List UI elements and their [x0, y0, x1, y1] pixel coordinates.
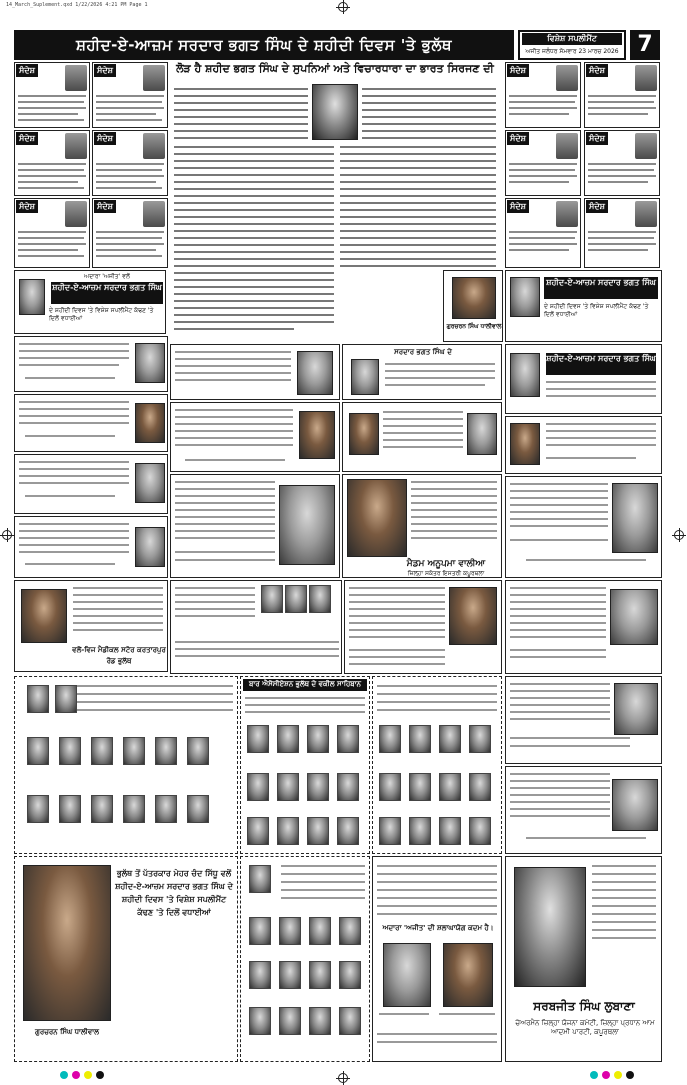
- photo: [635, 65, 657, 91]
- message-box: [584, 130, 660, 196]
- photo: [409, 725, 431, 753]
- ad-box: [14, 676, 238, 854]
- ad-caption: ਗੁਰਚਰਨ ਸਿੰਘ ਧਾਲੀਵਾਲ: [446, 323, 502, 330]
- photo: [556, 133, 578, 159]
- ad-box: [14, 394, 168, 452]
- ad-box: [170, 344, 340, 400]
- message-box: [14, 198, 90, 268]
- photo: [135, 403, 165, 443]
- message-label: ਸੰਦੇਸ਼: [94, 200, 116, 213]
- registration-mark-icon: [2, 530, 12, 540]
- supplement-title: ਵਿਸ਼ੇਸ਼ ਸਪਲੀਮੈਂਟ: [522, 33, 622, 45]
- photo: [635, 133, 657, 159]
- photo: [469, 773, 491, 801]
- ad-caption: ਗੁਰਚਰਨ ਸਿੰਘ ਧਾਲੀਵਾਲ: [34, 1028, 99, 1036]
- photo: [409, 773, 431, 801]
- ad-box: [505, 766, 662, 854]
- photo: [187, 737, 209, 765]
- photo: [285, 585, 307, 613]
- photo: [339, 917, 361, 945]
- ad-box: [14, 270, 166, 334]
- photo: [143, 133, 165, 159]
- cmyk-dot: [602, 1071, 610, 1079]
- photo: [337, 773, 359, 801]
- ad-box: [505, 416, 662, 474]
- person-name: ਮੈਡਮ ਅਨੂਪਮਾ ਵਾਲੀਆ: [406, 559, 486, 569]
- shop-name: ਵਲੋਂ-ਵਿਜ ਮੈਡੀਕਲ ਸਟੋਰ ਕਰਤਾਰਪੁਰ ਰੋਡ ਭੁਲੱਥ: [72, 646, 166, 665]
- photo: [467, 413, 497, 455]
- photo: [249, 865, 271, 893]
- ad-box: [170, 402, 340, 472]
- cmyk-dot: [84, 1071, 92, 1079]
- photo: [19, 279, 45, 315]
- message-label: ਸੰਦੇਸ਼: [16, 132, 38, 145]
- photo: [383, 943, 431, 1007]
- photo: [55, 685, 77, 713]
- photo: [249, 961, 271, 989]
- photo: [247, 817, 269, 845]
- page-number: 7: [630, 30, 660, 60]
- ad-box: [505, 476, 662, 578]
- photo: [143, 201, 165, 227]
- photo: [143, 65, 165, 91]
- photo: [443, 943, 493, 1007]
- photo: [379, 773, 401, 801]
- message-box: [92, 198, 168, 268]
- photo: [556, 65, 578, 91]
- ad-box: [505, 676, 662, 764]
- ad-box: [14, 856, 238, 1062]
- message-label: ਸੰਦੇਸ਼: [16, 200, 38, 213]
- photo: [27, 685, 49, 713]
- photo: [307, 773, 329, 801]
- ad-box: [443, 270, 503, 342]
- cmyk-dot: [590, 1071, 598, 1079]
- ad-box: [372, 676, 502, 854]
- photo: [27, 795, 49, 823]
- photo: [379, 725, 401, 753]
- ad-box: [342, 474, 502, 578]
- photo: [337, 817, 359, 845]
- bar-association-heading: ਬਾਰ ਐਸੋਸੀਏਸ਼ਨ ਭੁਲੱਥ ਦੇ ਵਕੀਲ ਸਾਹਿਬਾਨ: [243, 679, 367, 691]
- person-name: ਸਰਬਜੀਤ ਸਿੰਘ ਲੁਬਾਣਾ: [533, 999, 635, 1013]
- supplement-date: ਅਜੀਤ ਜਲੰਧਰ ਸੋਮਵਾਰ 23 ਮਾਰਚ 2026: [525, 48, 619, 55]
- photo: [123, 737, 145, 765]
- ad-box: [240, 856, 370, 1062]
- photo: [279, 961, 301, 989]
- ad-box: [170, 474, 340, 578]
- photo: [409, 817, 431, 845]
- photo: [279, 485, 335, 565]
- photo: [59, 737, 81, 765]
- ad-heading: ਸ਼ਹੀਦ-ਏ-ਆਜ਼ਮ ਸਰਦਾਰ ਭਗਤ ਸਿੰਘ: [51, 282, 163, 304]
- article-headline: ਲੋੜ ਹੈ ਸ਼ਹੀਦ ਭਗਤ ਸਿੰਘ ਦੇ ਸੁਪਨਿਆਂ ਅਤੇ ਵਿਚਾਰਧਾਰਾ ਦਾ ਭਾਰਤ ਸਿਰਜਣ ਦੀ: [176, 62, 494, 75]
- ad-box: [505, 580, 662, 674]
- registration-mark-icon: [338, 1073, 348, 1083]
- message-label: ਸੰਦੇਸ਼: [586, 132, 608, 145]
- photo: [556, 201, 578, 227]
- photo: [135, 343, 165, 383]
- message-label: ਸੰਦੇਸ਼: [507, 64, 529, 77]
- photo: [339, 961, 361, 989]
- photo: [247, 725, 269, 753]
- registration-mark-icon: [674, 530, 684, 540]
- person-title: ਚੇਅਰਮੈਨ ਜ਼ਿਲ੍ਹਾ ਯੋਜਨਾ ਕਮੇਟੀ, ਜ਼ਿਲ੍ਹਾ ਪ੍ਰਧਾਨ ਆਮ ਆਦਮੀ ਪਾਰਟੀ, ਕਪੂਰਥਲਾ: [515, 1019, 655, 1036]
- photo: [612, 483, 658, 553]
- ad-box: [344, 580, 502, 674]
- bhagat-singh-portrait: [312, 84, 358, 140]
- ad-box: [505, 270, 662, 342]
- photo: [309, 1007, 331, 1035]
- photo: [339, 1007, 361, 1035]
- photo: [91, 795, 113, 823]
- photo: [277, 817, 299, 845]
- ad-text: ਭੁਲੱਥ ਤੋਂ ਪੱਤਰਕਾਰ ਮੇਹਰ ਚੰਦ ਸਿੱਧੂ ਵਲੋਂ ਸ਼ਹੀਦ-ਏ-ਆਜ਼ਮ ਸਰਦਾਰ ਭਗਤ ਸਿੰਘ ਦੇ ਸ਼ਹੀਦੀ ਦਿਵਸ 'ਤੇ ਵਿਸ਼ੇਸ਼ ਸਪਲੀਮੈਂਟ ਕੱਢਣ 'ਤੇ ਦਿਲੋਂ ਵਧਾਈਆਂ: [115, 869, 233, 917]
- cmyk-dot: [96, 1071, 104, 1079]
- message-box: [14, 130, 90, 196]
- message-box: [14, 62, 90, 128]
- photo: [249, 917, 271, 945]
- photo: [510, 353, 540, 397]
- photo: [439, 725, 461, 753]
- anupama-walia-photo: [347, 479, 407, 557]
- ad-box: [505, 344, 662, 414]
- ad-prefix: ਅਦਾਰਾ 'ਅਜੀਤ' ਵਲੋਂ: [84, 273, 130, 280]
- ad-box: [14, 580, 168, 672]
- photo: [65, 133, 87, 159]
- message-box: [505, 62, 581, 128]
- cmyk-dot: [72, 1071, 80, 1079]
- message-label: ਸੰਦੇਸ਼: [586, 64, 608, 77]
- message-label: ਸੰਦੇਸ਼: [507, 132, 529, 145]
- message-label: ਸੰਦੇਸ਼: [16, 64, 38, 77]
- photo: [614, 683, 658, 735]
- registration-mark-icon: [338, 2, 348, 12]
- photo: [261, 585, 283, 613]
- photo: [279, 917, 301, 945]
- ad-box: [372, 856, 502, 1062]
- photo: [21, 589, 67, 643]
- message-label: ਸੰਦੇਸ਼: [586, 200, 608, 213]
- photo: [510, 423, 540, 465]
- ad-heading: ਸ਼ਹੀਦ-ਏ-ਆਜ਼ਮ ਸਰਦਾਰ ਭਗਤ ਸਿੰਘ: [544, 277, 658, 299]
- page-banner: ਸ਼ਹੀਦ-ਏ-ਆਜ਼ਮ ਸਰਦਾਰ ਭਗਤ ਸਿੰਘ ਦੇ ਸ਼ਹੀਦੀ ਦਿਵਸ 'ਤੇ ਭੁਲੱਥ: [14, 30, 514, 60]
- photo: [277, 725, 299, 753]
- photo: [449, 587, 497, 645]
- photo: [309, 961, 331, 989]
- photo: [187, 795, 209, 823]
- message-box: [92, 130, 168, 196]
- photo: [299, 411, 335, 459]
- photo: [612, 779, 658, 831]
- photo: [27, 737, 49, 765]
- photo: [309, 585, 331, 613]
- message-box: [505, 130, 581, 196]
- photo: [439, 817, 461, 845]
- sarabjit-singh-photo: [514, 867, 586, 987]
- cmyk-dot: [60, 1071, 68, 1079]
- message-box: [92, 62, 168, 128]
- photo: [452, 277, 496, 319]
- photo: [155, 795, 177, 823]
- ad-box: [14, 336, 168, 392]
- congrats-text: ਅਦਾਰਾ 'ਅਜੀਤ' ਦੀ ਸ਼ਲਾਘਾਯੋਗ ਕਦਮ ਹੈ।: [382, 924, 494, 932]
- message-box: [584, 198, 660, 268]
- photo: [249, 1007, 271, 1035]
- ad-box: [505, 856, 662, 1062]
- message-box: [505, 198, 581, 268]
- photo: [59, 795, 81, 823]
- photo: [307, 817, 329, 845]
- photo: [349, 413, 379, 455]
- photo: [91, 737, 113, 765]
- message-label: ਸੰਦੇਸ਼: [94, 132, 116, 145]
- photo: [337, 725, 359, 753]
- message-box: [584, 62, 660, 128]
- cmyk-dot: [626, 1071, 634, 1079]
- photo: [277, 773, 299, 801]
- photo: [635, 201, 657, 227]
- ad-box: [170, 580, 342, 674]
- photo: [510, 277, 540, 317]
- ad-heading: ਸ਼ਹੀਦ-ਏ-ਆਜ਼ਮ ਸਰਦਾਰ ਭਗਤ ਸਿੰਘ: [546, 353, 656, 375]
- supplement-box: [518, 30, 626, 60]
- photo: [439, 773, 461, 801]
- photo: [65, 65, 87, 91]
- photo: [279, 1007, 301, 1035]
- message-label: ਸੰਦੇਸ਼: [94, 64, 116, 77]
- message-label: ਸੰਦੇਸ਼: [507, 200, 529, 213]
- photo: [309, 917, 331, 945]
- photo: [65, 201, 87, 227]
- ad-box: [342, 402, 502, 472]
- ad-heading: ਸਰਦਾਰ ਭਗਤ ਸਿੰਘ ਦੇ: [394, 348, 452, 356]
- ad-box: [240, 676, 370, 854]
- photo: [379, 817, 401, 845]
- photo: [351, 359, 379, 395]
- ad-box: [14, 454, 168, 514]
- photo: [297, 351, 333, 395]
- photo: [469, 725, 491, 753]
- ad-text: ਦੇ ਸ਼ਹੀਦੀ ਦਿਵਸ 'ਤੇ ਵਿਸ਼ੇਸ਼ ਸਪਲੀਮੈਂਟ ਕੱਢਣ 'ਤੇ ਦਿਲੋਂ ਵਧਾਈਆਂ: [544, 303, 649, 318]
- photo: [469, 817, 491, 845]
- ad-box: [14, 516, 168, 578]
- photo: [307, 725, 329, 753]
- photo: [135, 527, 165, 567]
- photo: [610, 589, 658, 645]
- print-slug: 14_March_Suplement.qxd 1/22/2026 4:21 PM Page 1: [6, 2, 148, 8]
- photo: [155, 737, 177, 765]
- ad-text: ਦੇ ਸ਼ਹੀਦੀ ਦਿਵਸ 'ਤੇ ਵਿਸ਼ੇਸ਼ ਸਪਲੀਮੈਂਟ ਕੱਢਣ 'ਤੇ ਦਿਲੋਂ ਵਧਾਈਆਂ: [49, 307, 154, 322]
- cmyk-dot: [614, 1071, 622, 1079]
- ad-box: [342, 344, 502, 400]
- photo: [135, 463, 165, 503]
- photo: [23, 865, 111, 1021]
- person-title: ਜ਼ਿਲ੍ਹਾ ਸਕੱਤਰ ਇਸਤਰੀ ਕਪੂਰਥਲਾ: [407, 570, 485, 577]
- photo: [247, 773, 269, 801]
- photo: [123, 795, 145, 823]
